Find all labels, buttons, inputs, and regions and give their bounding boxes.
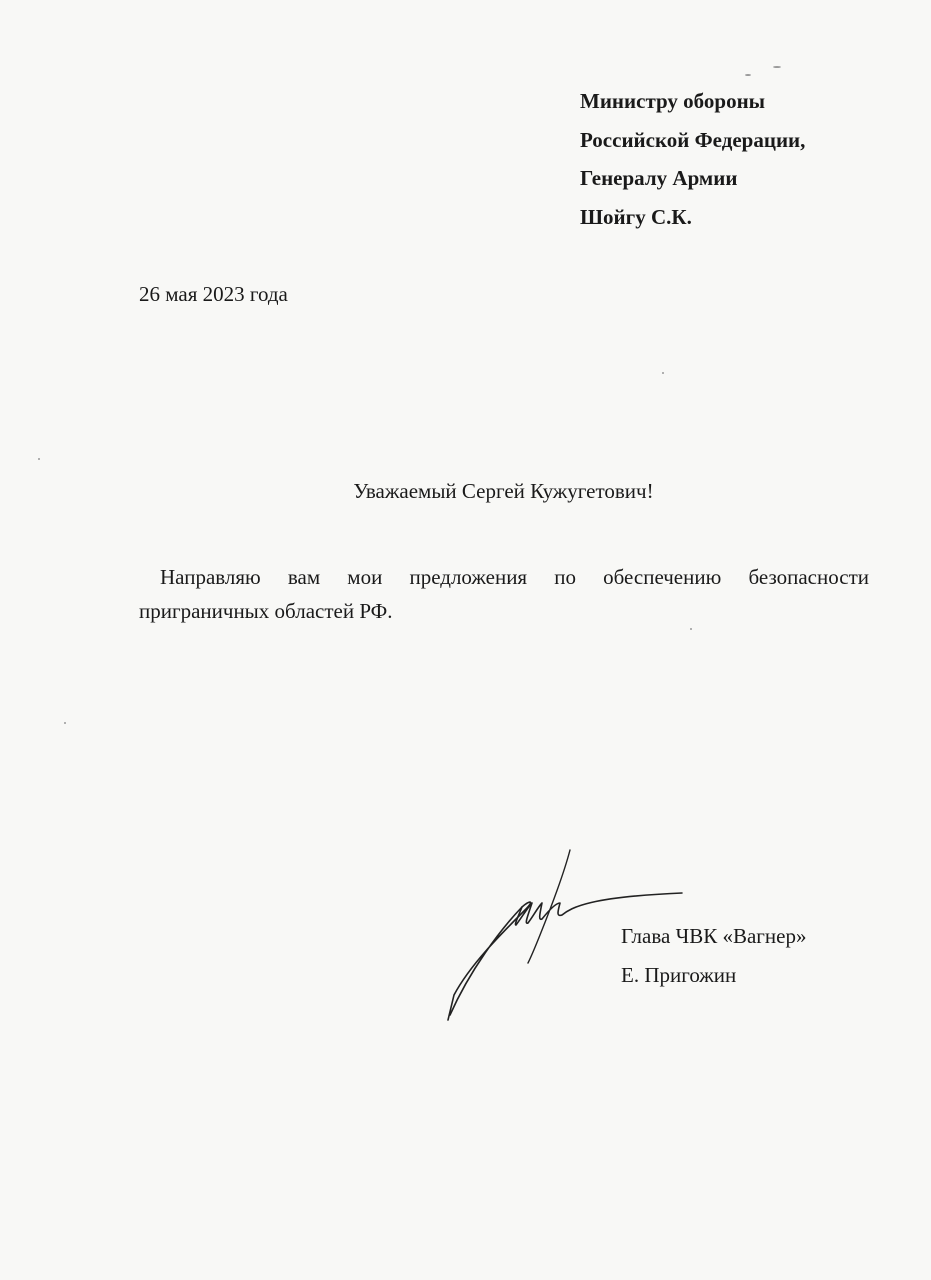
scan-speck [745,74,751,76]
letter-date: 26 мая 2023 года [139,282,288,306]
addressee-line-1: Министру обороны [580,89,766,113]
addressee-line-3: Генералу Армии [580,166,738,190]
salutation-wrapper [0,479,931,504]
scan-speck [662,372,664,374]
signer-name: Е. Пригожин [621,963,737,987]
addressee-block [580,82,805,236]
scan-speck [38,458,40,460]
signature-block [621,917,806,995]
scan-speck [64,722,66,724]
signer-title: Глава ЧВК «Вагнер» [621,924,807,948]
body-line-1: Направляю вам мои предложения по обеспечению безопасности [160,565,869,589]
body-line-2: приграничных областей РФ. [139,599,393,623]
addressee-line-4: Шойгу С.К. [580,204,692,229]
scan-speck [773,66,781,68]
addressee-line-2: Российской Федерации, [580,127,806,152]
salutation: Уважаемый Сергей Кужугетович! [353,479,654,503]
scan-speck [690,628,692,630]
letter-body [139,560,869,628]
